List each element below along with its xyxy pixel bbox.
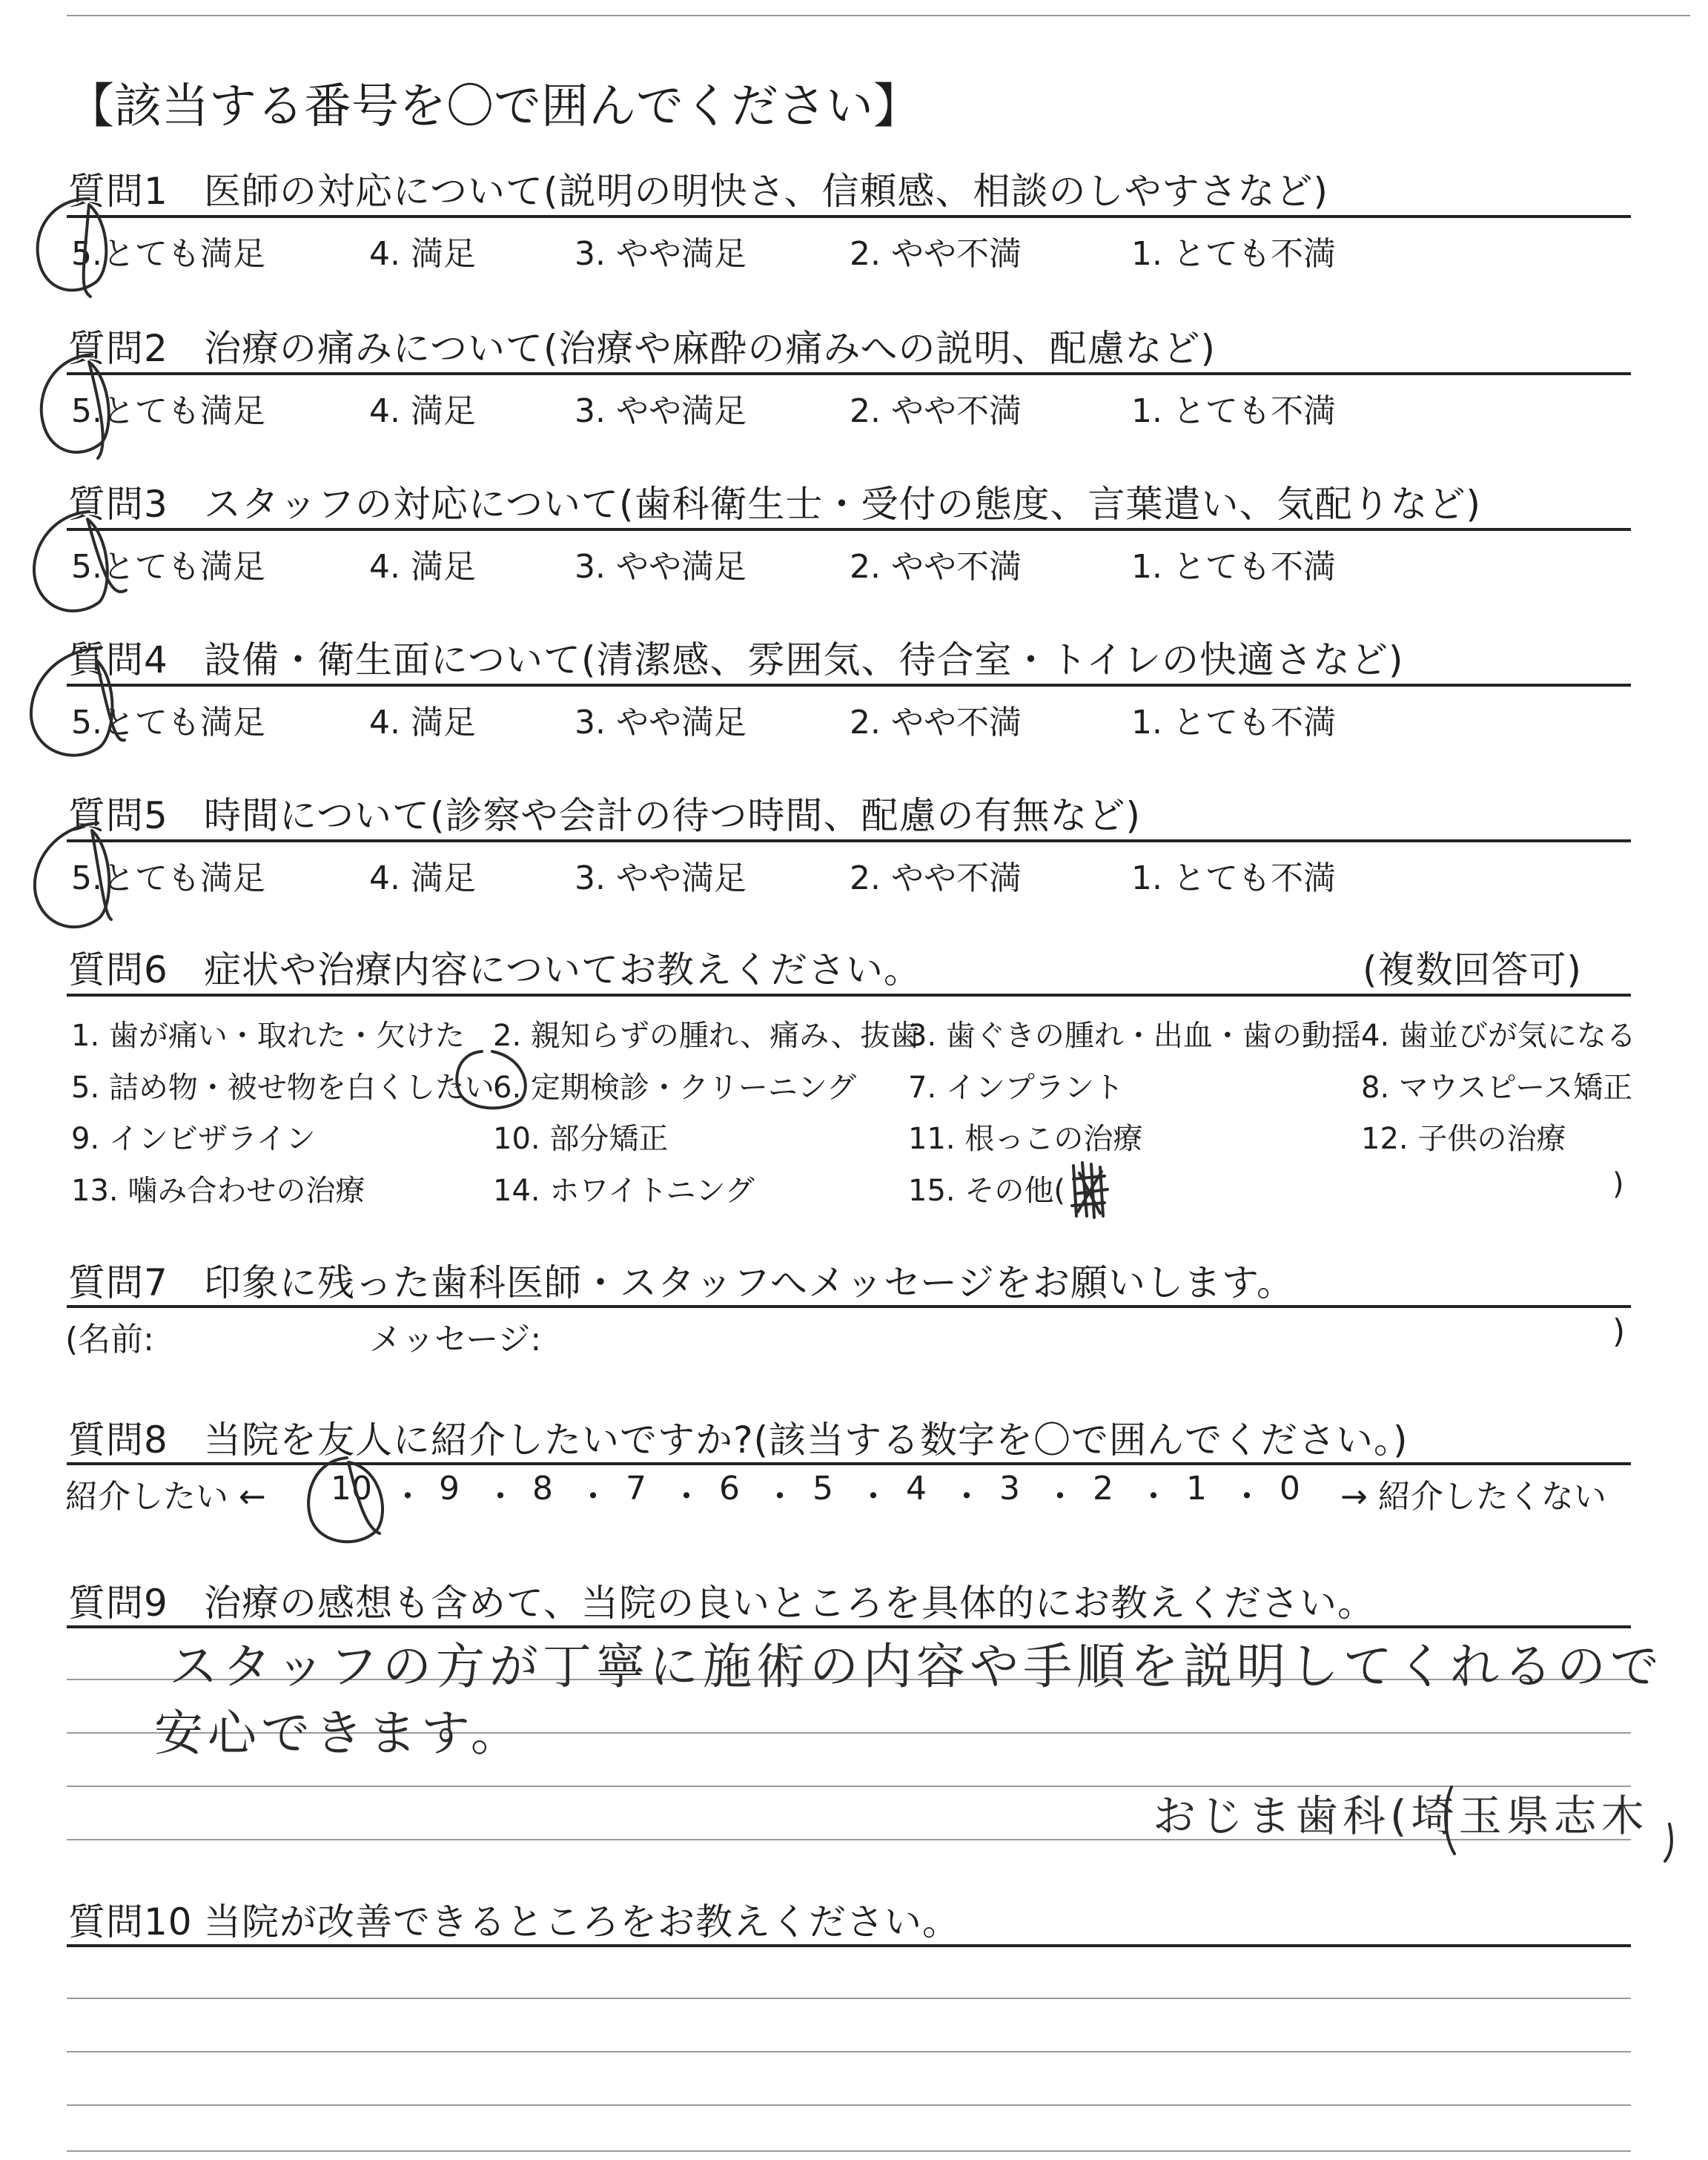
handwritten-answer-line-1: スタッフの方が丁寧に施術の内容や手順を説明してくれるので bbox=[169, 1638, 1664, 1695]
question-rule bbox=[67, 1305, 1631, 1308]
choice-13[interactable]: 13. 噛み合わせの治療 bbox=[71, 1174, 365, 1208]
option-4[interactable]: 4. 満足 bbox=[369, 859, 476, 897]
option-5[interactable]: 5.とても満足 bbox=[71, 548, 265, 586]
choice-7[interactable]: 7. インプラント bbox=[908, 1071, 1124, 1105]
choice-1[interactable]: 1. 歯が痛い・取れた・欠けた bbox=[71, 1019, 465, 1053]
question-label: 質問10 bbox=[68, 1900, 193, 1943]
option-1[interactable]: 1. とても不満 bbox=[1131, 392, 1336, 430]
option-1[interactable]: 1. とても不満 bbox=[1131, 859, 1336, 897]
question-text: 設備・衛生面について(清潔感、雰囲気、待合室・トイレの快適さなど) bbox=[204, 638, 1404, 681]
scale-7[interactable]: 7 bbox=[626, 1470, 646, 1507]
choice-6[interactable]: 6. 定期検診・クリーニング bbox=[493, 1071, 857, 1105]
question-rule bbox=[67, 684, 1631, 687]
option-1[interactable]: 1. とても不満 bbox=[1131, 704, 1336, 742]
question-text: 症状や治療内容についてお教えください。 bbox=[204, 948, 921, 991]
option-5[interactable]: 5.とても満足 bbox=[71, 859, 265, 897]
scale-dot: ・ bbox=[391, 1478, 424, 1516]
scale-right-label: → 紹介したくない bbox=[1340, 1478, 1606, 1516]
name-field-label: (名前: bbox=[65, 1321, 154, 1358]
question-label: 質問6 bbox=[68, 948, 168, 991]
question-text: スタッフの対応について(歯科衛生士・受付の態度、言葉遣い、気配りなど) bbox=[204, 483, 1482, 526]
option-5[interactable]: 5.とても満足 bbox=[71, 392, 265, 430]
message-field-label: メッセージ: bbox=[369, 1321, 542, 1358]
option-3[interactable]: 3. やや満足 bbox=[575, 548, 747, 586]
scale-3[interactable]: 3 bbox=[999, 1470, 1020, 1507]
question-rule bbox=[67, 1944, 1631, 1947]
answer-line bbox=[67, 2150, 1631, 2152]
question-label: 質問1 bbox=[68, 170, 168, 213]
scale-9[interactable]: 9 bbox=[439, 1470, 460, 1507]
question-rule bbox=[67, 528, 1631, 531]
choice-15-close-paren: ) bbox=[1612, 1167, 1624, 1201]
scale-dot: ・ bbox=[577, 1478, 609, 1516]
scale-dot: ・ bbox=[670, 1478, 703, 1516]
question-text: 印象に残った歯科医師・スタッフへメッセージをお願いします。 bbox=[204, 1261, 1294, 1304]
question-text: 治療の痛みについて(治療や麻酔の痛みへの説明、配慮など) bbox=[204, 327, 1217, 370]
instruction-heading: 【該当する番号を〇で囲んでください】 bbox=[67, 79, 921, 134]
scale-dot: ・ bbox=[1137, 1478, 1170, 1516]
scale-dot: ・ bbox=[484, 1478, 517, 1516]
choice-14[interactable]: 14. ホワイトニング bbox=[493, 1174, 755, 1208]
question-text: 当院が改善できるところをお教えください。 bbox=[204, 1900, 960, 1943]
scale-2[interactable]: 2 bbox=[1093, 1470, 1113, 1507]
scale-0[interactable]: 0 bbox=[1280, 1470, 1300, 1507]
scale-dot: ・ bbox=[1044, 1478, 1076, 1516]
option-2[interactable]: 2. やや不満 bbox=[850, 548, 1022, 586]
option-1[interactable]: 1. とても不満 bbox=[1131, 235, 1336, 273]
scale-5[interactable]: 5 bbox=[812, 1470, 833, 1507]
answer-line bbox=[67, 2104, 1631, 2106]
option-2[interactable]: 2. やや不満 bbox=[850, 704, 1022, 742]
question-label: 質問5 bbox=[68, 794, 168, 837]
question-rule bbox=[67, 1462, 1631, 1465]
scale-dot: ・ bbox=[764, 1478, 796, 1516]
question-label: 質問9 bbox=[68, 1582, 168, 1625]
option-3[interactable]: 3. やや満足 bbox=[575, 859, 747, 897]
choice-2[interactable]: 2. 親知らずの腫れ、痛み、抜歯 bbox=[493, 1019, 920, 1053]
option-1[interactable]: 1. とても不満 bbox=[1131, 548, 1336, 586]
choice-11[interactable]: 11. 根っこの治療 bbox=[908, 1122, 1143, 1156]
option-4[interactable]: 4. 満足 bbox=[369, 704, 476, 742]
scale-left-label: 紹介したい ← bbox=[65, 1478, 266, 1516]
scale-4[interactable]: 4 bbox=[906, 1470, 927, 1507]
question-rule bbox=[67, 372, 1631, 375]
question-label: 質問4 bbox=[68, 638, 168, 681]
scale-8[interactable]: 8 bbox=[532, 1470, 553, 1507]
handwritten-answer-line-2: 安心できます。 bbox=[154, 1705, 524, 1762]
answer-line bbox=[67, 1998, 1631, 1999]
question-rule bbox=[67, 839, 1631, 842]
question-rule bbox=[67, 994, 1631, 997]
scale-6[interactable]: 6 bbox=[719, 1470, 740, 1507]
option-5[interactable]: 5.とても満足 bbox=[71, 235, 265, 273]
option-3[interactable]: 3. やや満足 bbox=[575, 704, 747, 742]
choice-10[interactable]: 10. 部分矯正 bbox=[493, 1122, 669, 1156]
choice-3[interactable]: 3. 歯ぐきの腫れ・出血・歯の動揺 bbox=[908, 1019, 1361, 1053]
option-2[interactable]: 2. やや不満 bbox=[850, 392, 1022, 430]
question-text: 治療の感想も含めて、当院の良いところを具体的にお教えください。 bbox=[204, 1582, 1375, 1625]
choice-8[interactable]: 8. マウスピース矯正 bbox=[1361, 1071, 1633, 1105]
scale-dot: ・ bbox=[857, 1478, 890, 1516]
message-close-paren: ) bbox=[1612, 1312, 1626, 1350]
choice-5[interactable]: 5. 詰め物・被せ物を白くしたい bbox=[71, 1071, 494, 1105]
option-2[interactable]: 2. やや不満 bbox=[850, 235, 1022, 273]
question-label: 質問8 bbox=[68, 1418, 168, 1462]
answer-line bbox=[67, 2051, 1631, 2052]
handwritten-signature: おじま歯科(埼玉県志木 bbox=[1153, 1791, 1649, 1841]
scale-dot: ・ bbox=[1231, 1478, 1263, 1516]
choice-12[interactable]: 12. 子供の治療 bbox=[1361, 1122, 1566, 1156]
option-4[interactable]: 4. 満足 bbox=[369, 235, 476, 273]
option-4[interactable]: 4. 満足 bbox=[369, 392, 476, 430]
choice-4[interactable]: 4. 歯並びが気になる bbox=[1361, 1019, 1636, 1053]
question-rule bbox=[67, 215, 1631, 218]
option-2[interactable]: 2. やや不満 bbox=[850, 859, 1022, 897]
scale-10[interactable]: 10 bbox=[331, 1470, 372, 1507]
question-text: 時間について(診察や会計の待つ時間、配慮の有無など) bbox=[204, 794, 1142, 837]
scale-1[interactable]: 1 bbox=[1186, 1470, 1207, 1507]
question-label: 質問7 bbox=[68, 1261, 168, 1304]
scribble-other bbox=[1072, 1163, 1108, 1218]
option-4[interactable]: 4. 満足 bbox=[369, 548, 476, 586]
multi-answer-note: (複数回答可) bbox=[1363, 948, 1583, 991]
option-5[interactable]: 5.とても満足 bbox=[71, 704, 265, 742]
question-label: 質問3 bbox=[68, 483, 168, 526]
option-3[interactable]: 3. やや満足 bbox=[575, 235, 747, 273]
top-rule bbox=[67, 15, 1690, 16]
question-label: 質問2 bbox=[68, 327, 168, 370]
choice-9[interactable]: 9. インビザライン bbox=[71, 1122, 316, 1156]
option-3[interactable]: 3. やや満足 bbox=[575, 392, 747, 430]
question-text: 医師の対応について(説明の明快さ、信頼感、相談のしやすさなど) bbox=[204, 170, 1329, 213]
choice-15[interactable]: 15. その他( bbox=[908, 1174, 1065, 1208]
scale-dot: ・ bbox=[950, 1478, 983, 1516]
question-text: 当院を友人に紹介したいですか?(該当する数字を〇で囲んでください。) bbox=[204, 1418, 1409, 1462]
